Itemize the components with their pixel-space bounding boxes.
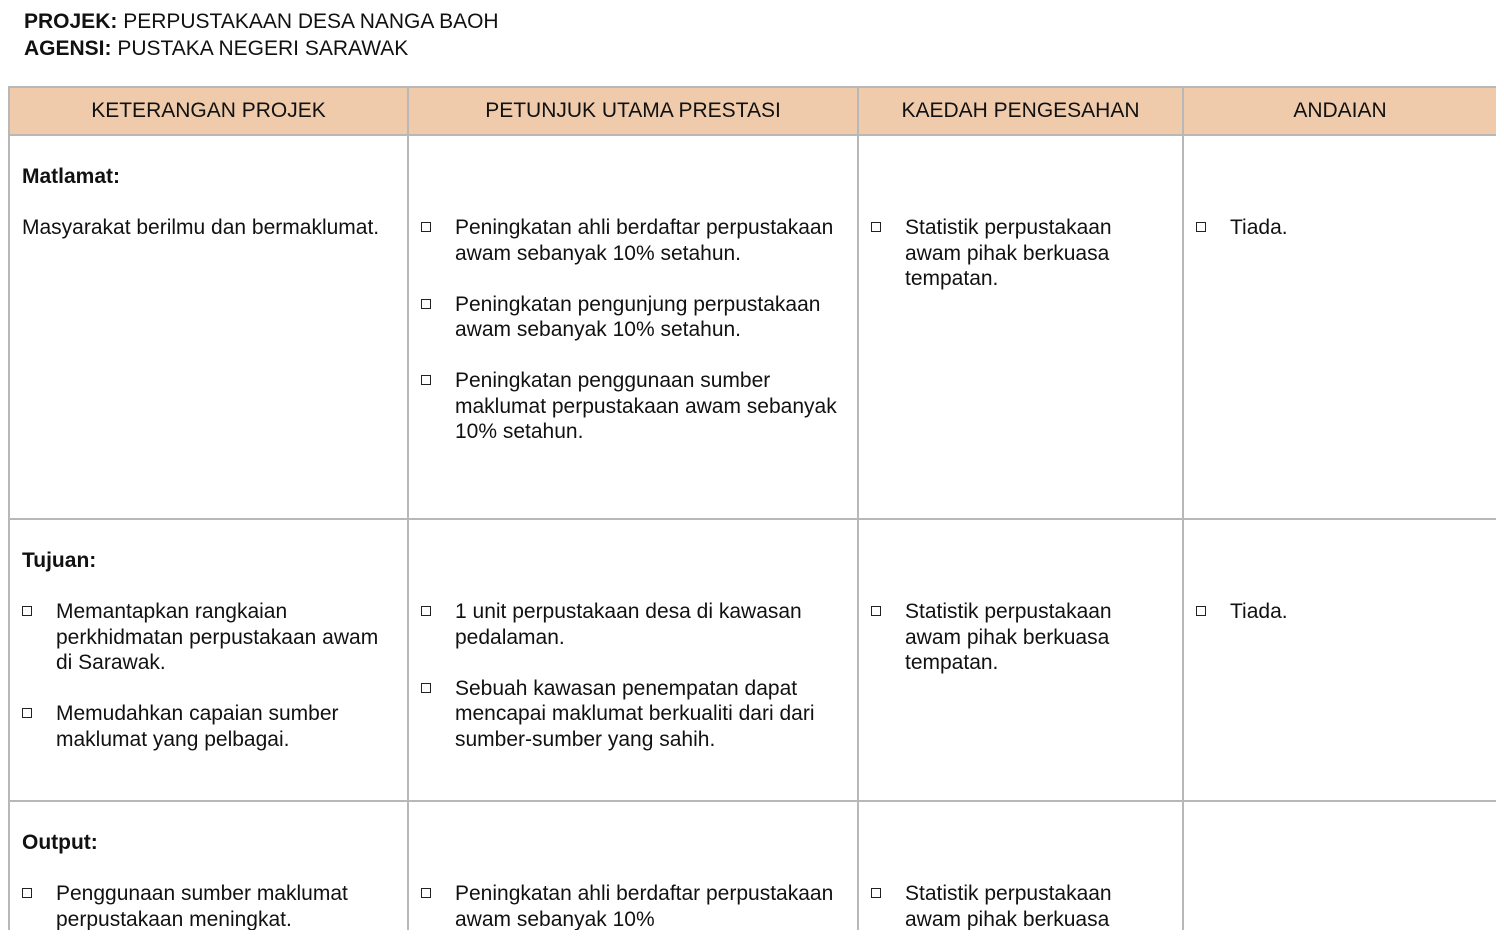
cell-description (9, 519, 408, 801)
section-title-tujuan: Tujuan: (22, 549, 97, 572)
project-line (24, 8, 499, 35)
list-item-text: Statistik perpustakaan awam pihak berkuasa (905, 882, 1112, 930)
table-row-matlamat (9, 135, 1496, 519)
cell-indicators (408, 519, 858, 801)
list-item (22, 881, 395, 930)
list-item-text: Tiada. (1230, 216, 1288, 239)
checkbox-icon (421, 683, 431, 693)
checkbox-icon (421, 375, 431, 385)
column-header-andaian: ANDAIAN (1183, 87, 1496, 135)
project-label: PROJEK: (24, 10, 118, 33)
logframe-table (8, 86, 1496, 930)
checkbox-icon (871, 222, 881, 232)
table-header-row (9, 87, 1496, 135)
column-header-kaedah: KAEDAH PENGESAHAN (858, 87, 1183, 135)
list-item-text: Statistik perpustakaan awam pihak berkuasa tempatan. (905, 216, 1112, 290)
checkbox-icon (421, 299, 431, 309)
agency-line (24, 35, 499, 62)
checkbox-icon (22, 708, 32, 718)
cell-verification (858, 135, 1183, 519)
checkbox-icon (421, 888, 431, 898)
list-item (421, 215, 845, 266)
checkbox-icon (1196, 222, 1206, 232)
list-item-text: Memantapkan rangkaian perkhidmatan perpustakaan awam di Sarawak. (56, 600, 379, 674)
list-item (1196, 599, 1484, 625)
cell-verification (858, 519, 1183, 801)
cell-verification (858, 801, 1183, 930)
list-item-text: 1 unit perpustakaan desa di kawasan pedalaman. (455, 600, 802, 649)
column-header-keterangan: KETERANGAN PROJEK (9, 87, 408, 135)
cell-description (9, 135, 408, 519)
cell-description (9, 801, 408, 930)
list-item (871, 881, 1170, 930)
list-item (421, 599, 845, 650)
checkbox-icon (22, 606, 32, 616)
goal-text: Masyarakat berilmu dan bermaklumat. (22, 216, 380, 239)
cell-assumptions (1183, 801, 1496, 930)
list-item-text: Memudahkan capaian sumber maklumat yang pelbagai. (56, 702, 339, 751)
agency-label: AGENSI: (24, 37, 112, 60)
checkbox-icon (1196, 606, 1206, 616)
list-item-text: Statistik perpustakaan awam pihak berkuasa tempatan. (905, 600, 1112, 674)
list-item (22, 599, 395, 676)
cell-indicators (408, 135, 858, 519)
project-value: PERPUSTAKAAN DESA NANGA BAOH (117, 10, 499, 33)
agency-value: PUSTAKA NEGERI SARAWAK (111, 37, 409, 60)
logframe-table-frame (8, 86, 1496, 930)
column-header-petunjuk: PETUNJUK UTAMA PRESTASI (408, 87, 858, 135)
section-title-output: Output: (22, 831, 98, 854)
section-title-matlamat: Matlamat: (22, 165, 121, 188)
list-item-text: Peningkatan ahli berdaftar perpustakaan awam sebanyak 10% (455, 882, 834, 930)
cell-assumptions (1183, 519, 1496, 801)
list-item (22, 701, 395, 752)
table-row-output (9, 801, 1496, 930)
list-item-text: Penggunaan sumber maklumat perpustakaan meningkat. (56, 882, 348, 930)
list-item-text: Peningkatan ahli berdaftar perpustakaan awam sebanyak 10% setahun. (455, 216, 834, 265)
list-item (871, 599, 1170, 676)
list-item (421, 881, 845, 930)
list-item (871, 215, 1170, 292)
list-item (421, 292, 845, 343)
list-item-text: Sebuah kawasan penempatan dapat mencapai maklumat berkualiti dari dari sumber-sumber yang sahih. (455, 676, 815, 751)
list-item (1196, 215, 1484, 241)
list-item-text: Tiada. (1230, 600, 1288, 623)
checkbox-icon (871, 888, 881, 898)
list-item-text: Peningkatan pengunjung perpustakaan awam sebanyak 10% setahun. (455, 292, 821, 341)
cell-indicators (408, 801, 858, 930)
checkbox-icon (871, 606, 881, 616)
checkbox-icon (421, 222, 431, 232)
checkbox-icon (22, 888, 32, 898)
list-item-text: Peningkatan penggunaan sumber maklumat perpustakaan awam sebanyak 10% setahun. (455, 369, 837, 443)
checkbox-icon (421, 606, 431, 616)
cell-assumptions (1183, 135, 1496, 519)
list-item (421, 676, 845, 753)
table-row-tujuan (9, 519, 1496, 801)
document-header (24, 8, 499, 62)
list-item (421, 368, 845, 445)
